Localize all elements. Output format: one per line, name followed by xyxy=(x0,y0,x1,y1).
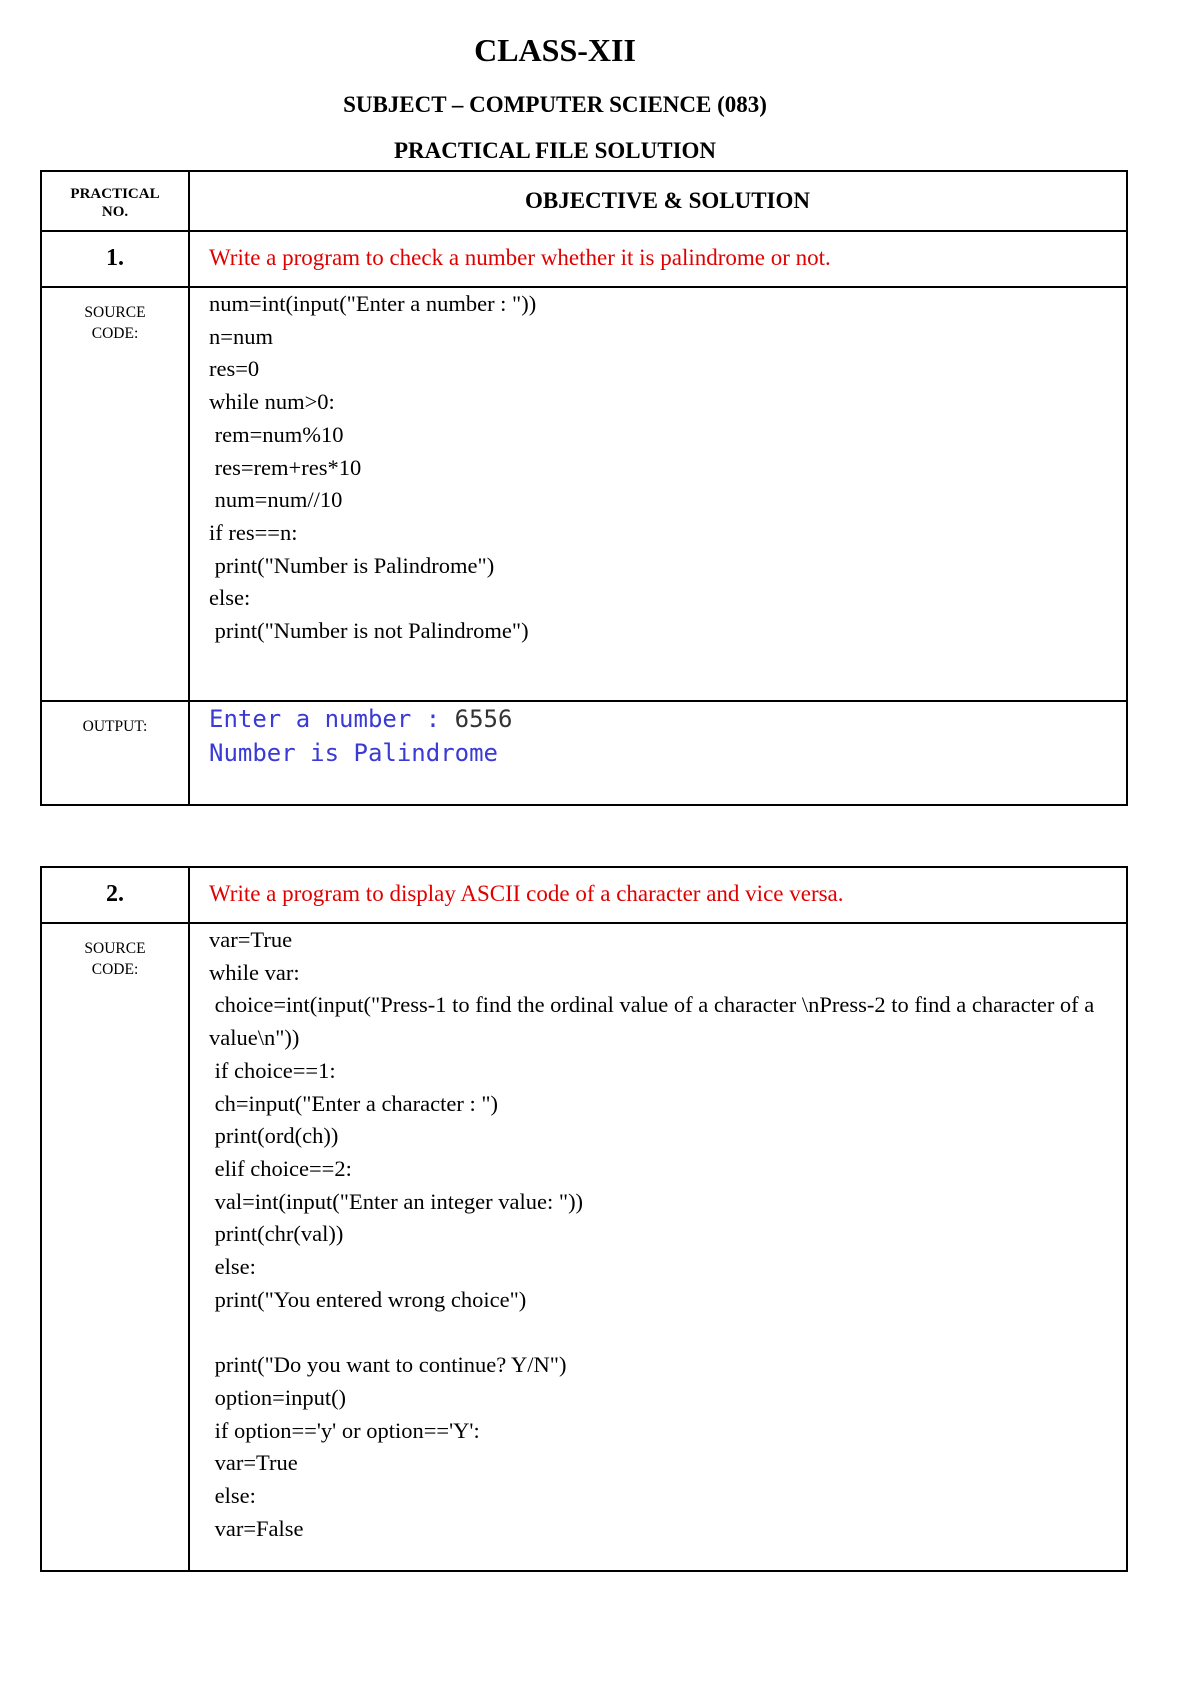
practical-table-1 xyxy=(40,170,1128,806)
code-line: ch=input("Enter a character : ") xyxy=(209,1090,499,1116)
code-line: print("Number is Palindrome") xyxy=(209,552,495,578)
code-line: var=True xyxy=(209,1450,298,1476)
code-line: n=num xyxy=(209,323,273,349)
code-line: while num>0: xyxy=(209,389,335,415)
practical-table-2 xyxy=(40,866,1128,1572)
code-line: val=int(input("Enter an integer value: ")) xyxy=(209,1188,584,1214)
code-line: res=0 xyxy=(209,356,260,382)
page-title: CLASS-XII xyxy=(474,32,636,68)
code-line: while var: xyxy=(209,959,300,985)
objective-solution-header: OBJECTIVE & SOLUTION xyxy=(189,171,1127,231)
practical-2-objective: Write a program to display ASCII code of a character and vice versa. xyxy=(189,867,1127,923)
console-prompt: Enter a number : xyxy=(209,705,455,733)
code-line: else: xyxy=(209,585,251,611)
practical-no-header-line2: NO. xyxy=(101,204,129,220)
practical-2-source-code xyxy=(189,923,1127,1571)
console-input-value: 6556 xyxy=(454,705,513,733)
source-code-label xyxy=(41,287,189,701)
practical-1-number: 1. xyxy=(41,231,189,287)
practical-1-output-row xyxy=(41,701,1127,805)
practical-1-objective: Write a program to check a number whether it is palindrome or not. xyxy=(189,231,1127,287)
code-line: else: xyxy=(209,1254,256,1280)
practical-1-output-console xyxy=(189,701,1127,805)
code-line: rem=num%10 xyxy=(209,421,344,447)
code-line: option=input() xyxy=(209,1384,347,1410)
practical-1-source-row xyxy=(41,287,1127,701)
code-line: print(ord(ch)) xyxy=(209,1123,339,1149)
code-line: if choice==1: xyxy=(209,1057,336,1083)
code-line: print("Number is not Palindrome") xyxy=(209,618,529,644)
subject-heading: SUBJECT – COMPUTER SCIENCE (083) xyxy=(343,92,767,117)
practical-no-header xyxy=(41,171,189,231)
code-line: else: xyxy=(209,1482,256,1508)
practical-file-heading: PRACTICAL FILE SOLUTION xyxy=(393,138,717,163)
code-line: print("Do you want to continue? Y/N") xyxy=(209,1352,567,1378)
output-label-text: OUTPUT: xyxy=(82,718,148,735)
output-label xyxy=(41,701,189,805)
code-line: var=False xyxy=(209,1515,304,1541)
code-line: print("You entered wrong choice") xyxy=(209,1286,527,1312)
code-line: if res==n: xyxy=(209,519,298,545)
code-line: num=int(input("Enter a number : ")) xyxy=(209,291,537,316)
source-code-label-line1: SOURCE xyxy=(84,304,146,321)
practical-1-objective-row xyxy=(41,231,1127,287)
source-code-label-line2: CODE: xyxy=(91,961,139,978)
console-result: Number is Palindrome xyxy=(209,739,498,767)
practical-no-header-line1: PRACTICAL xyxy=(70,186,160,202)
code-line: var=True xyxy=(209,927,293,952)
source-code-label-line1: SOURCE xyxy=(84,940,146,957)
code-line: num=num//10 xyxy=(209,487,343,513)
code-line: print(chr(val)) xyxy=(209,1221,344,1247)
console-prompt-line xyxy=(209,702,1126,736)
code-line: elif choice==2: xyxy=(209,1155,352,1181)
practical-1-source-code xyxy=(189,287,1127,701)
source-code-label-line2: CODE: xyxy=(91,325,139,342)
code-line: if option=='y' or option=='Y': xyxy=(209,1417,480,1443)
table-header-row xyxy=(41,171,1127,231)
code-line: res=rem+res*10 xyxy=(209,454,362,480)
practical-2-objective-row xyxy=(41,867,1127,923)
code-line-blank xyxy=(209,1316,1116,1349)
practical-2-source-row xyxy=(41,923,1127,1571)
practical-2-number: 2. xyxy=(41,867,189,923)
source-code-label xyxy=(41,923,189,1571)
code-line: choice=int(input("Press-1 to find the ordinal value of a character \nPress-2 to find a character of a value\n")) xyxy=(209,992,1100,1051)
